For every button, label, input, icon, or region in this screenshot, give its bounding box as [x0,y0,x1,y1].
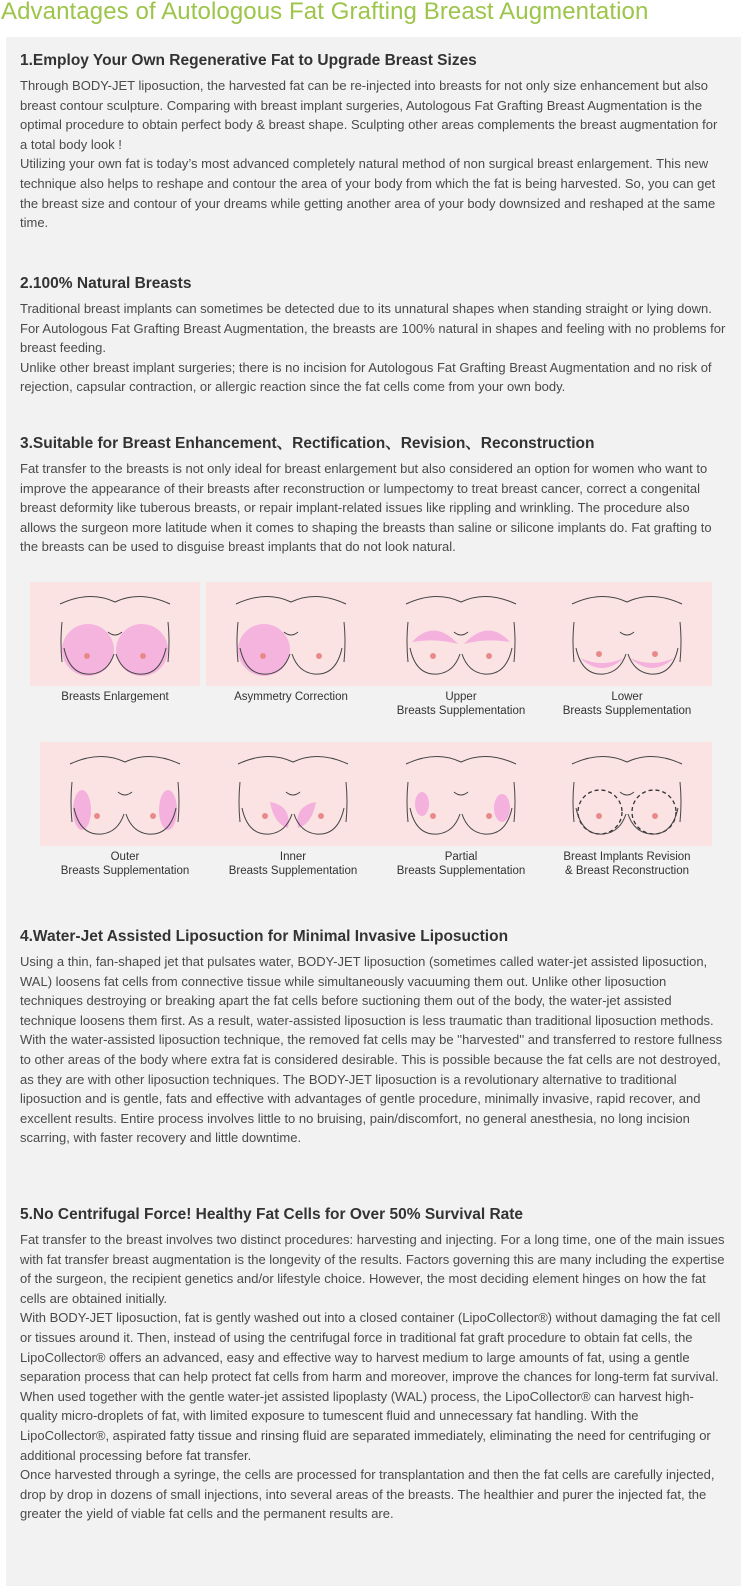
breast-diagram-inner [208,742,378,846]
breast-diagram-enlargement [30,582,200,686]
procedure-figures [20,582,726,927]
figure-caption: Lower Breasts Supplementation [562,691,692,717]
section-paragraph: Utilizing your own fat is today’s most advanced completely natural method of non surgical breast enlargement. This new technique also helps to reshape and contour the area of your body from which the fat is being harvested. So, you can get the breast size and contour of your dreams while getting another area of your body downsized and reshaped at the same time. [20,156,716,231]
figure-partial [376,742,546,878]
figure-caption: Asymmetry Correction [234,691,348,703]
figure-caption: Breasts Enlargement [61,691,169,703]
breast-diagram-upper [376,582,546,686]
section-heading: 2.100% Natural Breasts [20,275,192,292]
page-title: Advantages of Autologous Fat Grafting Breast Augmentation [1,0,649,25]
figure-asymmetry [206,582,376,704]
section-paragraph: When used together with the gentle water-jet assisted lipoplasty (WAL) process, the LipoCollector® can harvest high- quality micro-droplets of fat, with limited exposure to tumescent fluid and unnecessary fat handling. With the LipoCollector®, aspirated fatty tissue and rinsing fluid are separated immediately, eliminating the need for centrifuging or additional processing before fat transfer. [20,1388,711,1463]
figure-caption: Partial Breasts Supplementation [396,851,526,877]
content-panel [6,37,741,1586]
section-paragraph: Fat transfer to the breast involves two distinct procedures: harvesting and injecting. For a long time, one of the main issues with fat transfer breast augmentation is the longevity of the results. Factors governing this are many including the expertise of the surgeon, the recipient genetics and/or lifestyle choice. However, the most deciding element hinges on how the fat cells are obtained initially. [20,1232,725,1306]
section-paragraph: With the water-assisted liposuction technique, the removed fat cells may be ''harvested'' and transferred to restore fullness to other areas of the body where extra fat is considered desirable. This is possible because the fat cells are not destroyed, as they are with other liposuction techniques. The BODY-JET liposuction is a revolutionary alternative to traditional liposuction and is gentle, fats and effective with advantages of gentle procedure, minimally invasive, rapid recover, and excellent results. Entire process involves little to no bruising, pain/discomfort, no general anesthesia, no long incision scarring, with faster recovery and little downtime. [20,1032,723,1146]
breast-diagram-partial [376,742,546,846]
section-heading: 3.Suitable for Breast Enhancement、Rectification、Revision、Reconstruction [20,435,595,452]
section-own-fat [20,51,741,274]
section-paragraph: Once harvested through a syringe, the cells are processed for transplantation and then the fat cells are carefully injected, drop by drop in dozens of small injections, into several areas of the breasts. The healthier and purer the injected fat, the greater the yield of viable fat cells and the permanent results are. [20,1467,715,1522]
figure-caption: Breast Implants Revision & Breast Reconstruction [563,851,691,877]
section-heading: 4.Water-Jet Assisted Liposuction for Minimal Invasive Liposuction [20,928,509,945]
section-paragraph: With BODY-JET liposuction, fat is gently washed out into a closed container (LipoCollector®) without damaging the fat cell or tissues around it. Then, instead of using the centrifugal force in traditional fat graft procedure to obtain fat cells, the LipoCollector® offers an advanced, easy and effective way to harvest medium to large amounts of fat, using a gentle separation process that can help protect fat cells from harm and moreover, improve the chances for long-term fat survival. [20,1310,721,1385]
section-suitable-for [20,434,741,582]
section-paragraph: Traditional breast implants can sometimes be detected due to its unnatural shapes when standing straight or lying down. For Autologous Fat Grafting Breast Augmentation, the breasts are 100% natural in shapes and feeling with no problems for breast feeding. [20,301,726,356]
figure-inner [208,742,378,878]
figure-outer [40,742,210,878]
figure-caption: Inner Breasts Supplementation [228,851,358,877]
section-paragraph: Unlike other breast implant surgeries; there is no incision for Autologous Fat Grafting Breast Augmentation and no risk of rejection, capsular contraction, or allergic reaction since the fat cells come from your own body. [20,359,712,395]
breast-diagram-revision [542,742,712,846]
section-natural-breasts [20,274,741,434]
section-heading: 1.Employ Your Own Regenerative Fat to Upgrade Breast Sizes [20,52,477,69]
figure-caption: Upper Breasts Supplementation [396,691,526,717]
figure-upper [376,582,546,718]
figure-revision [542,742,712,878]
section-water-jet [20,927,741,1205]
section-heading: 5.No Centrifugal Force! Healthy Fat Cells for Over 50% Survival Rate [20,1206,524,1223]
breast-diagram-outer [40,742,210,846]
section-paragraph: Fat transfer to the breasts is not only ideal for breast enlargement but also considered an option for women who want to improve the appearance of their breasts after reconstruction or lumpectomy to treat breast cancer, correct a congenital breast deformity like tuberous breasts, or repair implant-related issues like rippling and wrinkling. The procedure also allows the surgeon more latitude when it comes to shaping the breasts than saline or silicone implants do. Fat grafting to the breasts can be used to disguise breast implants that do not look natural. [20,461,712,555]
section-paragraph: Through BODY-JET liposuction, the harvested fat can be re-injected into breasts for not only size enhancement but also breast contour sculpture. Comparing with breast implant surgeries, Autologous Fat Grafting Breast Augmentation is the optimal procedure to obtain perfect body & breast shape. Sculpting other areas complements the breast augmentation for a total body look ! [20,78,718,152]
figure-enlargement [30,582,200,704]
figure-lower [542,582,712,718]
figure-caption: Outer Breasts Supplementation [60,851,190,877]
breast-diagram-lower [542,582,712,686]
section-no-centrifugal [20,1205,741,1524]
breast-diagram-asymmetry [206,582,376,686]
section-paragraph: Using a thin, fan-shaped jet that pulsates water, BODY-JET liposuction (sometimes called water-jet assisted liposuction, WAL) loosens fat cells from connective tissue while simultaneously vacuuming them out. Unlike other liposuction techniques destroying or breaking apart the fat cells before suctioning them out of the body, the water-jet assisted technique loosens them first. As a result, water-assisted liposuction is less traumatic than traditional liposuction methods. [20,954,714,1028]
